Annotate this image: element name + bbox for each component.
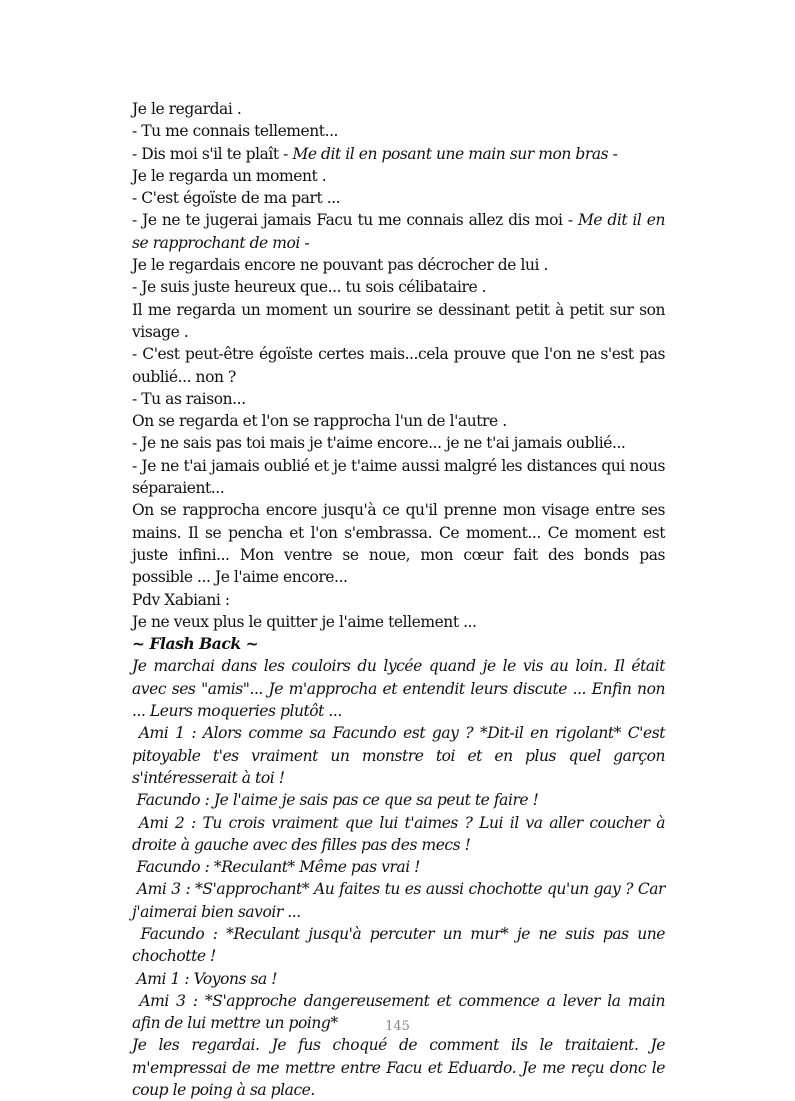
body-text (132, 98, 665, 1101)
paragraph: - C'est égoïste de ma part ... (132, 189, 341, 208)
italic-text: Ami 3 : *S'approchant* Au faites tu es aussi chochotte qu'un gay ? Car j'aimerai bien savoir ... (132, 880, 665, 921)
paragraph: Il me regarda un moment un sourire se dessinant petit à petit sur son visage . (132, 300, 665, 341)
italic-text: Facundo : Je l'aime je sais pas ce que sa peut te faire ! (136, 791, 539, 810)
paragraph: Je le regarda un moment . (132, 166, 327, 185)
narration-italic: Me dit il en se rapprochant de moi - (132, 211, 665, 252)
dialogue-text: - Dis moi s'il te plaît - (132, 144, 288, 163)
paragraph: On se regarda et l'on se rapprocha l'un de l'autre . (132, 412, 507, 431)
paragraph: - Je ne sais pas toi mais je t'aime encore... je ne t'ai jamais oublié... (132, 434, 626, 453)
paragraph: Je le regardai . (132, 100, 242, 118)
dialogue-text: - Je ne te jugerai jamais Facu tu me connais allez dis moi - (132, 211, 573, 230)
italic-text: Ami 1 : Voyons sa ! (136, 969, 278, 988)
italic-text: Ami 2 : Tu crois vraiment que lui t'aimes ? Lui il va aller coucher à droite à gauche avec des filles pas des mecs ! (132, 813, 665, 854)
page-number: 145 (385, 1019, 410, 1034)
paragraph: Je le regardais encore ne pouvant pas décrocher de lui . (132, 256, 548, 275)
italic-paragraph (132, 812, 665, 857)
italic-text: Ami 1 : Alors comme sa Facundo est gay ? *Dit-il en rigolant* C'est pitoyable t'es vraiment un monstre toi et en plus quel garçon s'intéresserait à toi ! (132, 724, 665, 787)
italic-text: Facundo : *Reculant jusqu'à percuter un mur* je ne suis pas une chochotte ! (132, 924, 665, 966)
italic-paragraph (132, 789, 665, 811)
narration-italic: Me dit il en posant une main sur mon bras - (292, 144, 618, 163)
paragraph: - Tu as raison... (132, 389, 246, 408)
pov-label: Pdv Xabiani : (132, 590, 230, 609)
italic-text: Je les regardai. Je fus choqué de comment ils le traitaient. Je m'empressai de me mettre entre Facu et Eduardo. Je me reçu donc le coup le poing à sa place. (132, 1036, 665, 1100)
italic-paragraph (132, 856, 665, 878)
paragraph: - C'est peut-être égoïste certes mais...cela prouve que l'on ne s'est pas oublié... non ? (132, 345, 665, 386)
italic-text: Ami 3 : *S'approche dangereusement et commence a lever la main afin de lui mettre un poing* (132, 991, 665, 1033)
italic-paragraph (132, 1034, 665, 1101)
paragraph (132, 209, 665, 254)
flash-back-heading: ~ Flash Back ~ (132, 634, 259, 654)
paragraph (132, 143, 665, 165)
paragraph: - Je ne t'ai jamais oublié et je t'aime aussi malgré les distances qui nous séparaient... (132, 456, 665, 498)
italic-paragraph (132, 923, 665, 968)
italic-paragraph (132, 722, 665, 789)
italic-text: Je marchai dans les couloirs du lycée quand je le vis au loin. Il était avec ses "amis"... Je m'approcha et entendit leurs discute ... Enfin non ... Leurs moqueries plutôt ... (132, 657, 665, 721)
italic-paragraph (132, 968, 665, 990)
paragraph: - Je suis juste heureux que... tu sois célibataire . (132, 278, 487, 297)
italic-paragraph (132, 878, 665, 923)
italic-text: Facundo : *Reculant* Même pas vrai ! (136, 858, 420, 877)
paragraph: - Tu me connais tellement... (132, 122, 339, 141)
paragraph: On se rapprocha encore jusqu'à ce qu'il prenne mon visage entre ses mains. Il se pencha et l'on s'embrassa. Ce moment... Ce moment est juste infini... Mon ventre se noue, mon cœur fait des bonds pas possible ... Je l'aime encore... (132, 501, 665, 587)
italic-paragraph (132, 655, 665, 722)
paragraph: Je ne veux plus le quitter je l'aime tellement ... (132, 612, 477, 631)
